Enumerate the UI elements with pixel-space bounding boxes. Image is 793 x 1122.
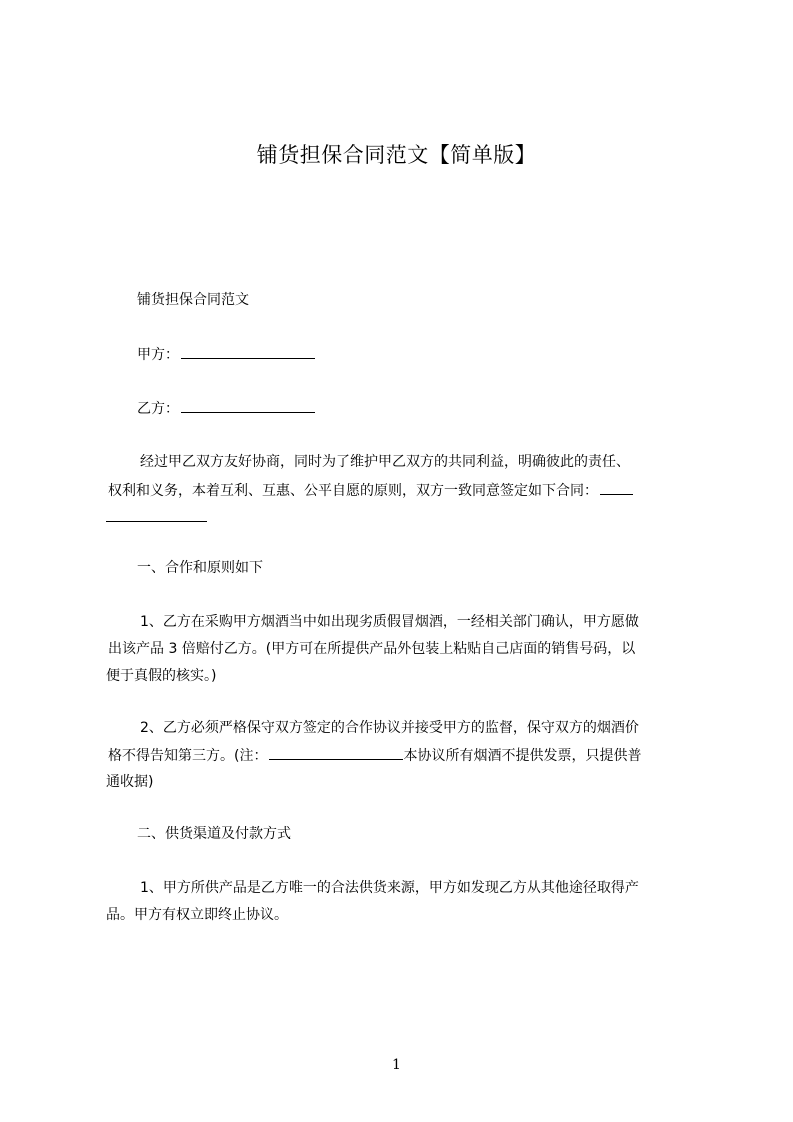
contract-blank-part2 bbox=[106, 507, 207, 522]
party-b-label: 乙方： bbox=[137, 401, 179, 417]
section-1-item-1-line-2: 出该产品 3 倍赔付乙方。(甲方可在所提供产品外包装上粘贴自己店面的销售号码，以 bbox=[108, 641, 636, 657]
party-b-line bbox=[137, 398, 315, 419]
note-blank bbox=[269, 745, 403, 760]
party-b-blank bbox=[181, 398, 315, 413]
intro-line-2 bbox=[108, 480, 633, 501]
intro-line-1: 经过甲乙双方友好协商，同时为了维护甲乙双方的共同利益，明确彼此的责任、 bbox=[140, 454, 630, 470]
section-1-item-2-line-3: 通收据) bbox=[106, 774, 154, 790]
section-1-item-2-line-2 bbox=[108, 745, 641, 766]
section-2-item-1-line-1: 1、甲方所供产品是乙方唯一的合法供货来源，甲方如发现乙方从其他途径取得产 bbox=[140, 880, 639, 896]
note-prefix: 格不得告知第三方。(注： bbox=[108, 748, 268, 764]
note-suffix: 本协议所有烟酒不提供发票，只提供普 bbox=[403, 748, 642, 764]
document-subtitle: 铺货担保合同范文 bbox=[137, 292, 249, 308]
intro-line-3 bbox=[106, 507, 207, 528]
page-number: 1 bbox=[392, 1057, 401, 1073]
document-title: 铺货担保合同范文【简单版】 bbox=[256, 143, 537, 167]
intro-text-2: 权利和义务，本着互利、互惠、公平自愿的原则，双方一致同意签定如下合同： bbox=[108, 483, 598, 499]
section-1-item-2-line-1: 2、乙方必须严格保守双方签定的合作协议并接受甲方的监督，保守双方的烟酒价 bbox=[140, 720, 639, 736]
section-1-item-1-line-1: 1、乙方在采购甲方烟酒当中如出现劣质假冒烟酒，一经相关部门确认，甲方愿做 bbox=[140, 614, 639, 630]
section-2-item-1-line-2: 品。甲方有权立即终止协议。 bbox=[106, 907, 288, 923]
section-2-heading: 二、供货渠道及付款方式 bbox=[137, 826, 291, 842]
section-1-heading: 一、合作和原则如下 bbox=[137, 560, 263, 576]
party-a-label: 甲方： bbox=[137, 347, 179, 363]
party-a-line bbox=[137, 344, 315, 365]
section-1-item-1-line-3: 便于真假的核实。) bbox=[106, 668, 217, 684]
contract-blank-part1 bbox=[600, 480, 633, 495]
party-a-blank bbox=[181, 344, 315, 359]
